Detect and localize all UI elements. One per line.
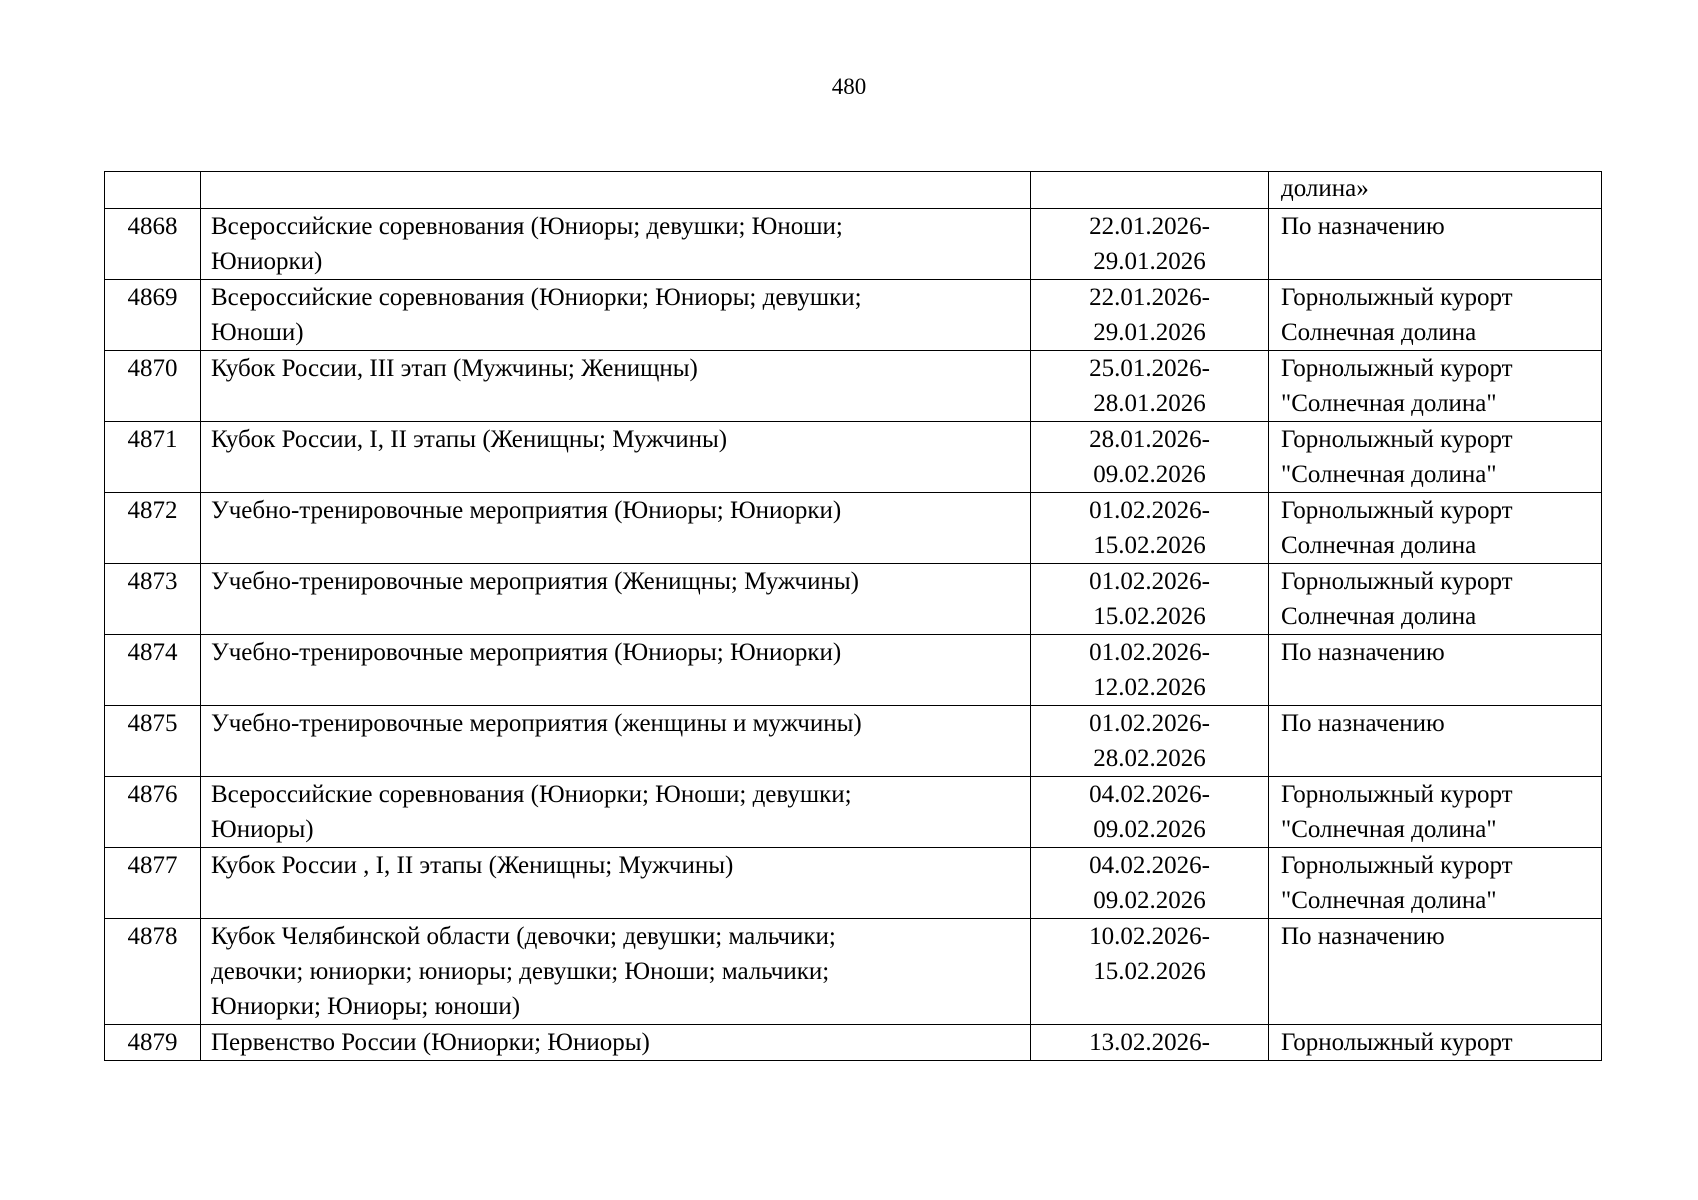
- cell-dates-line: 15.02.2026: [1093, 532, 1206, 559]
- cell-place-line: Горнолыжный курорт: [1281, 1029, 1513, 1056]
- cell-place-line: Солнечная долина: [1281, 319, 1477, 346]
- table-row: [105, 1025, 1602, 1061]
- cell-event-name-line: Учебно-тренировочные мероприятия (Юниоры; Юниорки): [211, 639, 842, 666]
- cell-dates: [1031, 564, 1269, 635]
- cell-dates-line: 13.02.2026-: [1089, 1029, 1210, 1056]
- cell-place: [1269, 493, 1602, 564]
- cell-dates: [1031, 706, 1269, 777]
- cell-dates-line: 09.02.2026: [1093, 816, 1206, 843]
- cell-event-name: [201, 209, 1031, 280]
- cell-dates-line: 22.01.2026-: [1089, 213, 1210, 240]
- cell-event-name-line: девочки; юниорки; юниоры; девушки; Юноши; мальчики;: [211, 958, 830, 985]
- table-row: [105, 422, 1602, 493]
- cell-dates: [1031, 1025, 1269, 1061]
- cell-place-line: По назначению: [1281, 213, 1445, 240]
- cell-place: [1269, 635, 1602, 706]
- cell-event-name-line: Кубок России , I, II этапы (Женищны; Мужчины): [211, 852, 734, 879]
- cell-number: [105, 172, 201, 209]
- cell-event-name-line: Кубок Челябинской области (девочки; девушки; мальчики;: [211, 923, 836, 950]
- cell-number: 4870: [105, 351, 201, 422]
- cell-place: [1269, 351, 1602, 422]
- cell-event-name: [201, 351, 1031, 422]
- cell-dates-line: 04.02.2026-: [1089, 781, 1210, 808]
- cell-place: [1269, 706, 1602, 777]
- cell-event-name-line: Всероссийские соревнования (Юниорки; Юноши; девушки;: [211, 781, 852, 808]
- page-number: 480: [831, 74, 867, 99]
- cell-number: 4878: [105, 919, 201, 1025]
- cell-dates-line: 12.02.2026: [1093, 674, 1206, 701]
- cell-place-line: По назначению: [1281, 639, 1445, 666]
- cell-dates: [1031, 209, 1269, 280]
- cell-place: [1269, 564, 1602, 635]
- cell-place: [1269, 209, 1602, 280]
- cell-event-name-line: Первенство России (Юниорки; Юниоры): [211, 1029, 650, 1056]
- cell-event-name-line: Всероссийские соревнования (Юниоры; девушки; Юноши;: [211, 213, 843, 240]
- cell-place-line: "Солнечная долина": [1281, 461, 1497, 488]
- cell-place: [1269, 777, 1602, 848]
- table-row: [105, 919, 1602, 1025]
- cell-event-name-line: Юноши): [211, 319, 304, 346]
- cell-dates-line: 25.01.2026-: [1089, 355, 1210, 382]
- cell-place: [1269, 919, 1602, 1025]
- cell-event-name-line: Юниорки): [211, 248, 323, 275]
- cell-number: 4869: [105, 280, 201, 351]
- cell-dates: [1031, 280, 1269, 351]
- table-row: [105, 280, 1602, 351]
- cell-event-name: [201, 422, 1031, 493]
- cell-number: 4875: [105, 706, 201, 777]
- cell-place-line: По назначению: [1281, 710, 1445, 737]
- cell-place: долина»: [1269, 172, 1602, 209]
- table-row: [105, 351, 1602, 422]
- table-row: [105, 635, 1602, 706]
- cell-place: [1269, 280, 1602, 351]
- cell-dates-line: 01.02.2026-: [1089, 639, 1210, 666]
- cell-place: [1269, 422, 1602, 493]
- table-row-continuation: [105, 172, 1602, 209]
- cell-place-line: Горнолыжный курорт: [1281, 781, 1513, 808]
- cell-dates-line: 01.02.2026-: [1089, 497, 1210, 524]
- cell-dates-line: 29.01.2026: [1093, 319, 1206, 346]
- cell-number: 4874: [105, 635, 201, 706]
- cell-dates-line: 09.02.2026: [1093, 887, 1206, 914]
- cell-dates-line: 04.02.2026-: [1089, 852, 1210, 879]
- cell-event-name-line: Кубок России, III этап (Мужчины; Женищны): [211, 355, 698, 382]
- table-row: [105, 209, 1602, 280]
- cell-dates-line: 15.02.2026: [1093, 603, 1206, 630]
- table-row: [105, 706, 1602, 777]
- cell-event-name: [201, 172, 1031, 209]
- cell-place-line: Горнолыжный курорт: [1281, 852, 1513, 879]
- cell-dates: [1031, 493, 1269, 564]
- cell-event-name-line: Всероссийские соревнования (Юниорки; Юниоры; девушки;: [211, 284, 862, 311]
- cell-dates-line: 28.01.2026: [1093, 390, 1206, 417]
- cell-place-line: Горнолыжный курорт: [1281, 426, 1513, 453]
- cell-dates: [1031, 172, 1269, 209]
- cell-dates: [1031, 351, 1269, 422]
- cell-event-name-line: Юниоры): [211, 816, 314, 843]
- cell-event-name: [201, 280, 1031, 351]
- cell-event-name: [201, 777, 1031, 848]
- cell-event-name: [201, 635, 1031, 706]
- cell-event-name: [201, 848, 1031, 919]
- cell-dates-line: 10.02.2026-: [1089, 923, 1210, 950]
- cell-number: 4871: [105, 422, 201, 493]
- cell-number: 4873: [105, 564, 201, 635]
- cell-number: 4879: [105, 1025, 201, 1061]
- cell-dates: [1031, 848, 1269, 919]
- cell-place-line: "Солнечная долина": [1281, 887, 1497, 914]
- cell-place: [1269, 848, 1602, 919]
- cell-dates-line: 01.02.2026-: [1089, 710, 1210, 737]
- cell-event-name-line: Юниорки; Юниоры; юноши): [211, 993, 521, 1020]
- events-table-body: [105, 172, 1602, 1061]
- table-row: [105, 848, 1602, 919]
- cell-number: 4872: [105, 493, 201, 564]
- table-row: [105, 777, 1602, 848]
- cell-place-line: По назначению: [1281, 923, 1445, 950]
- cell-event-name: [201, 1025, 1031, 1061]
- cell-place-line: "Солнечная долина": [1281, 816, 1497, 843]
- cell-place-line: Горнолыжный курорт: [1281, 284, 1513, 311]
- cell-place-line: Горнолыжный курорт: [1281, 497, 1513, 524]
- cell-dates-line: 28.01.2026-: [1089, 426, 1210, 453]
- cell-event-name: [201, 919, 1031, 1025]
- events-table: [104, 171, 1602, 1061]
- cell-event-name-line: Учебно-тренировочные мероприятия (Юниоры; Юниорки): [211, 497, 842, 524]
- cell-dates: [1031, 635, 1269, 706]
- table-row: [105, 564, 1602, 635]
- cell-event-name-line: Учебно-тренировочные мероприятия (Женищны; Мужчины): [211, 568, 859, 595]
- cell-dates: [1031, 777, 1269, 848]
- cell-dates-line: 22.01.2026-: [1089, 284, 1210, 311]
- cell-number: 4877: [105, 848, 201, 919]
- cell-place-line: Солнечная долина: [1281, 532, 1477, 559]
- cell-dates-line: 15.02.2026: [1093, 958, 1206, 985]
- cell-place-line: Солнечная долина: [1281, 603, 1477, 630]
- cell-event-name: [201, 564, 1031, 635]
- cell-place-line: Горнолыжный курорт: [1281, 568, 1513, 595]
- cell-place-line: Горнолыжный курорт: [1281, 355, 1513, 382]
- cell-dates: [1031, 919, 1269, 1025]
- cell-event-name-line: Учебно-тренировочные мероприятия (женщины и мужчины): [211, 710, 862, 737]
- cell-event-name: [201, 706, 1031, 777]
- cell-number: 4868: [105, 209, 201, 280]
- cell-dates-line: 28.02.2026: [1093, 745, 1206, 772]
- cell-place-line: "Солнечная долина": [1281, 390, 1497, 417]
- cell-event-name-line: Кубок России, I, II этапы (Женищны; Мужчины): [211, 426, 728, 453]
- cell-dates-line: 09.02.2026: [1093, 461, 1206, 488]
- cell-dates-line: 29.01.2026: [1093, 248, 1206, 275]
- cell-place: [1269, 1025, 1602, 1061]
- cell-number: 4876: [105, 777, 201, 848]
- table-row: [105, 493, 1602, 564]
- cell-dates-line: 01.02.2026-: [1089, 568, 1210, 595]
- cell-dates: [1031, 422, 1269, 493]
- cell-event-name: [201, 493, 1031, 564]
